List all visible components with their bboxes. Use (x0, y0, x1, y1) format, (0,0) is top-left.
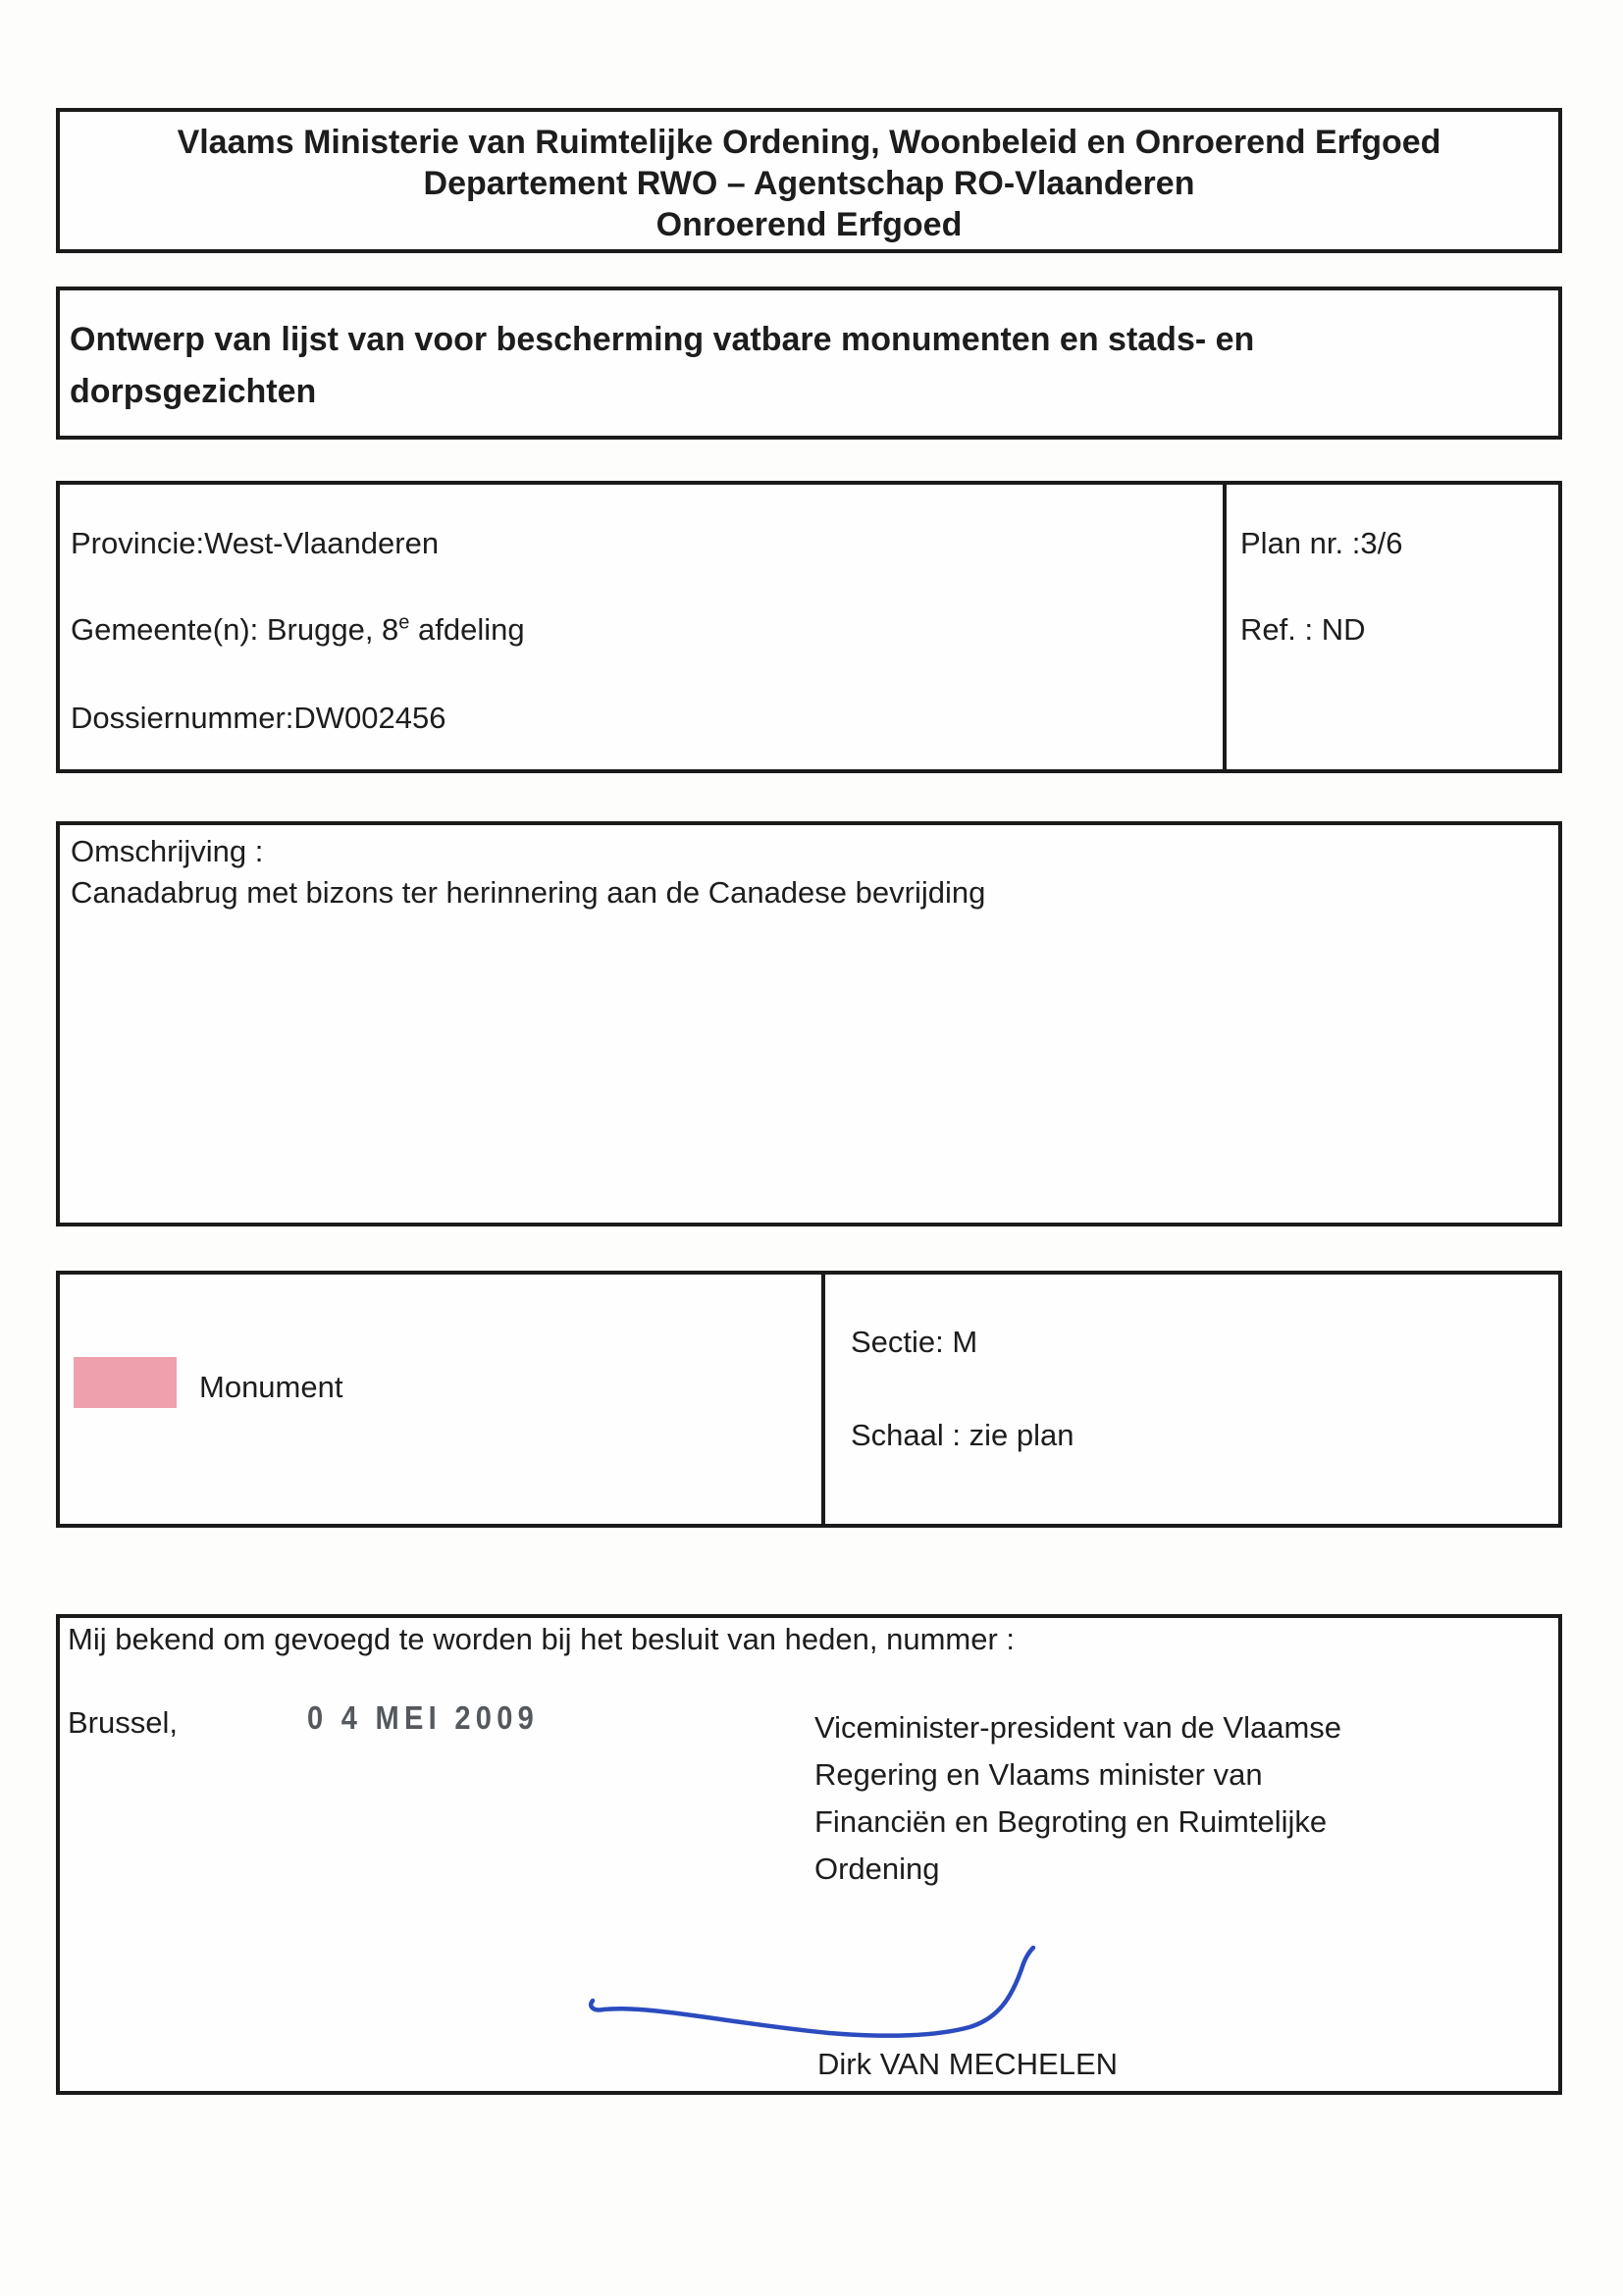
gemeente-text: Gemeente(n): Brugge, 8 (71, 612, 399, 647)
minister-title-line: Regering en Vlaams minister van (814, 1757, 1263, 1792)
minister-title-line: Financiën en Begroting en Ruimtelijke (814, 1804, 1328, 1839)
signature-stroke (579, 1946, 1050, 2054)
plan-nr-field: Plan nr. :3/6 (1240, 526, 1403, 560)
schaal-field: Schaal : zie plan (851, 1418, 1074, 1452)
subject-line-1: Ontwerp van lijst van voor bescherming vatbare monumenten en stads- en (70, 321, 1255, 358)
sectie-field: Sectie: M (851, 1325, 978, 1359)
details-column-divider (1223, 485, 1227, 769)
subject-box (56, 287, 1562, 440)
department-name: Departement RWO – Agentschap RO-Vlaanderen (423, 165, 1195, 202)
minister-title-line: Viceminister-president van de Vlaamse (814, 1710, 1342, 1745)
gemeente-superscript: e (398, 611, 410, 634)
subject-line-2: dorpsgezichten (70, 373, 317, 410)
besluit-intro-text: Mij bekend om gevoegd te worden bij het besluit van heden, nummer : (68, 1622, 1016, 1656)
agency-name: Onroerend Erfgoed (655, 206, 963, 243)
city-label: Brussel, (68, 1705, 178, 1740)
omschrijving-text: Canadabrug met bizons ter herinnering aan de Canadese bevrijding (71, 875, 986, 910)
omschrijving-label: Omschrijving : (71, 834, 264, 868)
gemeente-suffix: afdeling (409, 612, 525, 647)
date-stamp: 0 4 MEI 2009 (307, 1699, 540, 1736)
dossier-details-box (56, 481, 1562, 773)
legend-column-divider (821, 1275, 825, 1524)
monument-color-swatch (74, 1357, 177, 1408)
gemeente-field (71, 612, 525, 648)
signatory-name: Dirk VAN MECHELEN (817, 2047, 1119, 2081)
dossiernummer-field: Dossiernummer:DW002456 (71, 701, 446, 735)
provincie-field: Provincie:West-Vlaanderen (71, 526, 440, 560)
besluit-box (56, 1614, 1562, 2095)
minister-title-block (814, 1704, 1521, 1893)
omschrijving-box (56, 821, 1562, 1226)
minister-title-line: Ordening (814, 1852, 940, 1886)
legend-box (56, 1271, 1562, 1528)
ministry-name: Vlaams Ministerie van Ruimtelijke Ordening, Woonbeleid en Onroerend Erfgoed (177, 124, 1441, 161)
ministry-header-box (56, 108, 1562, 253)
monument-label: Monument (199, 1370, 343, 1404)
ref-field: Ref. : ND (1240, 612, 1366, 647)
